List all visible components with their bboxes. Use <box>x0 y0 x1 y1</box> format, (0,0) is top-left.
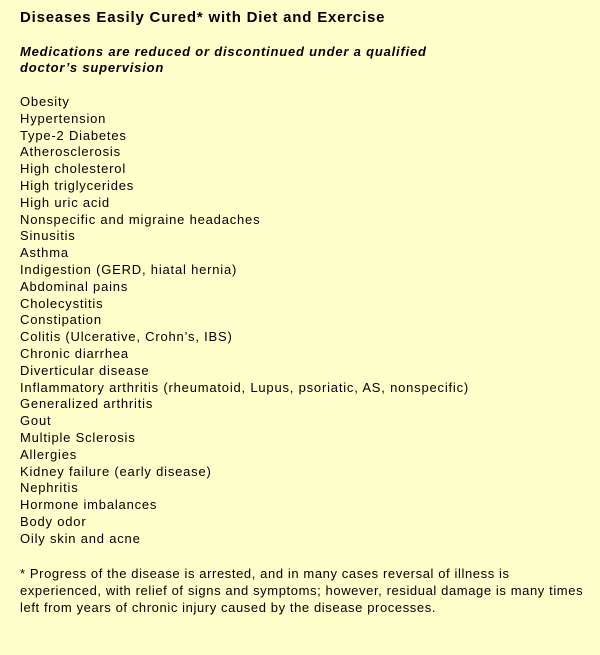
subtitle <box>20 44 520 76</box>
list-item: Oily skin and acne <box>20 530 141 546</box>
footnote: * Progress of the disease is arrested, and in many cases reversal of illness is experienced, with relief of signs and symptoms; however, residual damage is many times left from years of chronic injury caused by the disease processes. <box>20 565 584 615</box>
list-item: Indigestion (GERD, hiatal hernia) <box>20 261 238 277</box>
list-item: Constipation <box>20 312 102 328</box>
list-item: Hypertension <box>20 110 107 126</box>
list-item: Sinusitis <box>20 228 76 244</box>
list-item: Hormone imbalances <box>20 497 158 513</box>
list-item: Body odor <box>20 513 87 529</box>
list-item: Inflammatory arthritis (rheumatoid, Lupus, psoriatic, AS, nonspecific) <box>20 379 470 395</box>
disease-list <box>20 94 600 548</box>
list-item: Asthma <box>20 245 69 261</box>
list-item: Atherosclerosis <box>20 144 121 160</box>
list-item: Type-2 Diabetes <box>20 127 127 143</box>
list-item: Kidney failure (early disease) <box>20 463 212 479</box>
page-title: Diseases Easily Cured* with Diet and Exercise <box>20 9 386 26</box>
list-item: Nonspecific and migraine headaches <box>20 211 261 227</box>
list-item: Chronic diarrhea <box>20 345 129 361</box>
list-item: Gout <box>20 413 52 429</box>
list-item: Diverticular disease <box>20 362 150 378</box>
list-item: Multiple Sclerosis <box>20 429 136 445</box>
list-item: Nephritis <box>20 480 79 496</box>
list-item: High triglycerides <box>20 177 135 193</box>
subtitle-line-1: Medications are reduced or discontinued under a qualified <box>20 44 427 59</box>
list-item: Colitis (Ulcerative, Crohn’s, IBS) <box>20 329 233 345</box>
list-item: Cholecystitis <box>20 295 104 311</box>
list-item: High cholesterol <box>20 161 127 177</box>
list-item: Allergies <box>20 446 78 462</box>
list-item: Generalized arthritis <box>20 396 154 412</box>
subtitle-line-2: doctor’s supervision <box>20 60 165 75</box>
list-item: Abdominal pains <box>20 278 129 294</box>
list-item: High uric acid <box>20 194 110 210</box>
list-item: Obesity <box>20 94 70 109</box>
